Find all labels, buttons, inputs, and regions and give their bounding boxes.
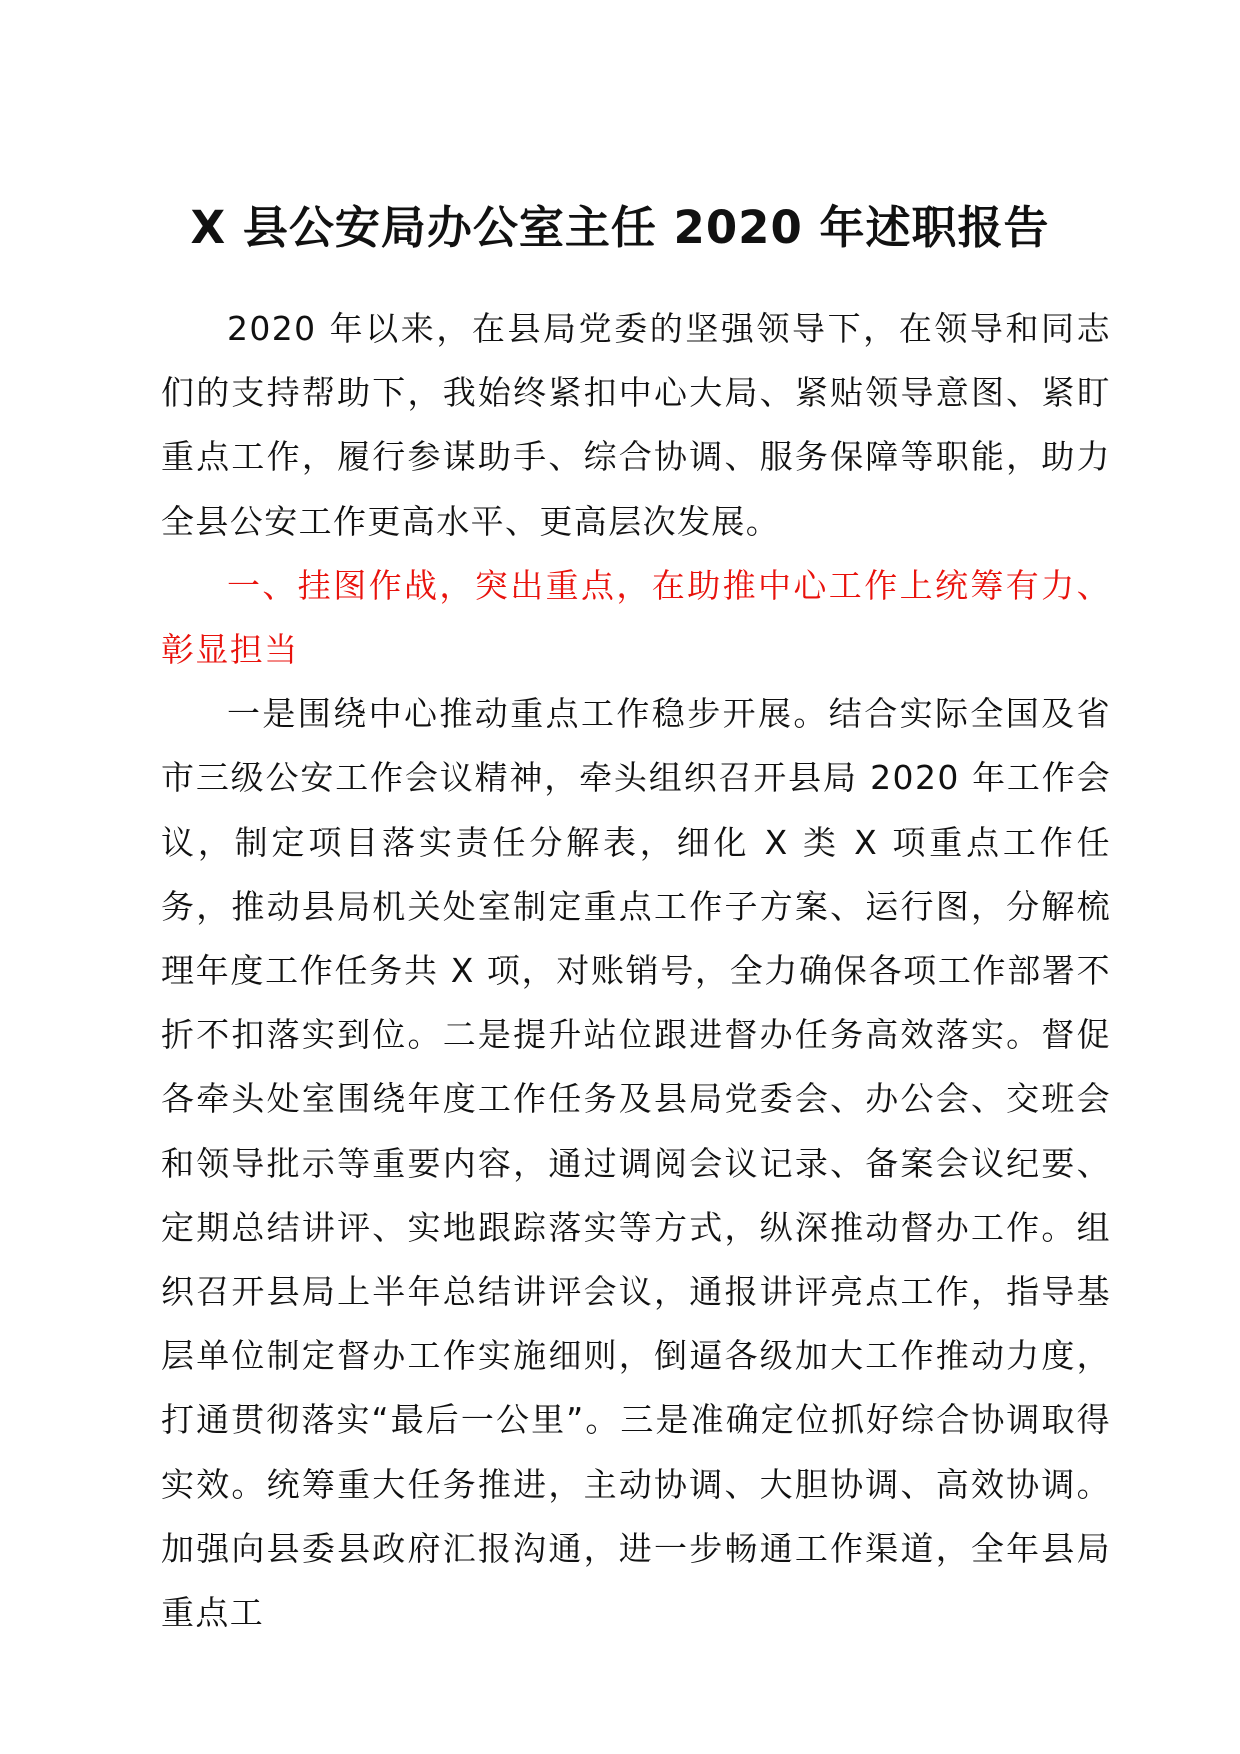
section-1-heading: 一、挂图作战，突出重点，在助推中心工作上统筹有力、彰显担当 [161,565,1111,670]
document-title: X 县公安局办公室主任 2020 年述职报告 [190,201,1050,254]
section-1-paragraph: 一是围绕中心推动重点工作稳步开展。结合实际全国及省市三级公安工作会议精神，牵头组织召开县局 2020 年工作会议，制定项目落实责任分解表，细化 X 类 X 项重点工作任务，推动县局机关处室制定重点工作子方案、运行图，分解梳理年度工作任务共 X 项，对账销号，全力确保各项工作部署不折不扣落实到位。二是提升站位跟进督办任务高效落实。督促各牵头处室围绕年度工作任务及县局党委会、办公会、交班会和领导批示等重要内容，通过调阅会议记录、备案会议纪要、定期总结讲评、实地跟踪落实等方式，纵深推动督办工作。组织召开县局上半年总结讲评会议，通报讲评亮点工作，指导基层单位制定督办工作实施细则，倒逼各级加大工作推动力度，打通贯彻落实“最后一公里”。三是准确定位抓好综合协调取得实效。统筹重大任务推进，主动协调、大胆协调、高效协调。加强向县委县政府汇报沟通，进一步畅通工作渠道，全年县局重点工 [161,694,1111,1633]
intro-paragraph: 2020 年以来，在县局党委的坚强领导下，在领导和同志们的支持帮助下，我始终紧扣中心大局、紧贴领导意图、紧盯重点工作，履行参谋助手、综合协调、服务保障等职能，助力全县公安工作更高水平、更高层次发展。 [161,309,1111,541]
document-body [161,297,1111,1645]
